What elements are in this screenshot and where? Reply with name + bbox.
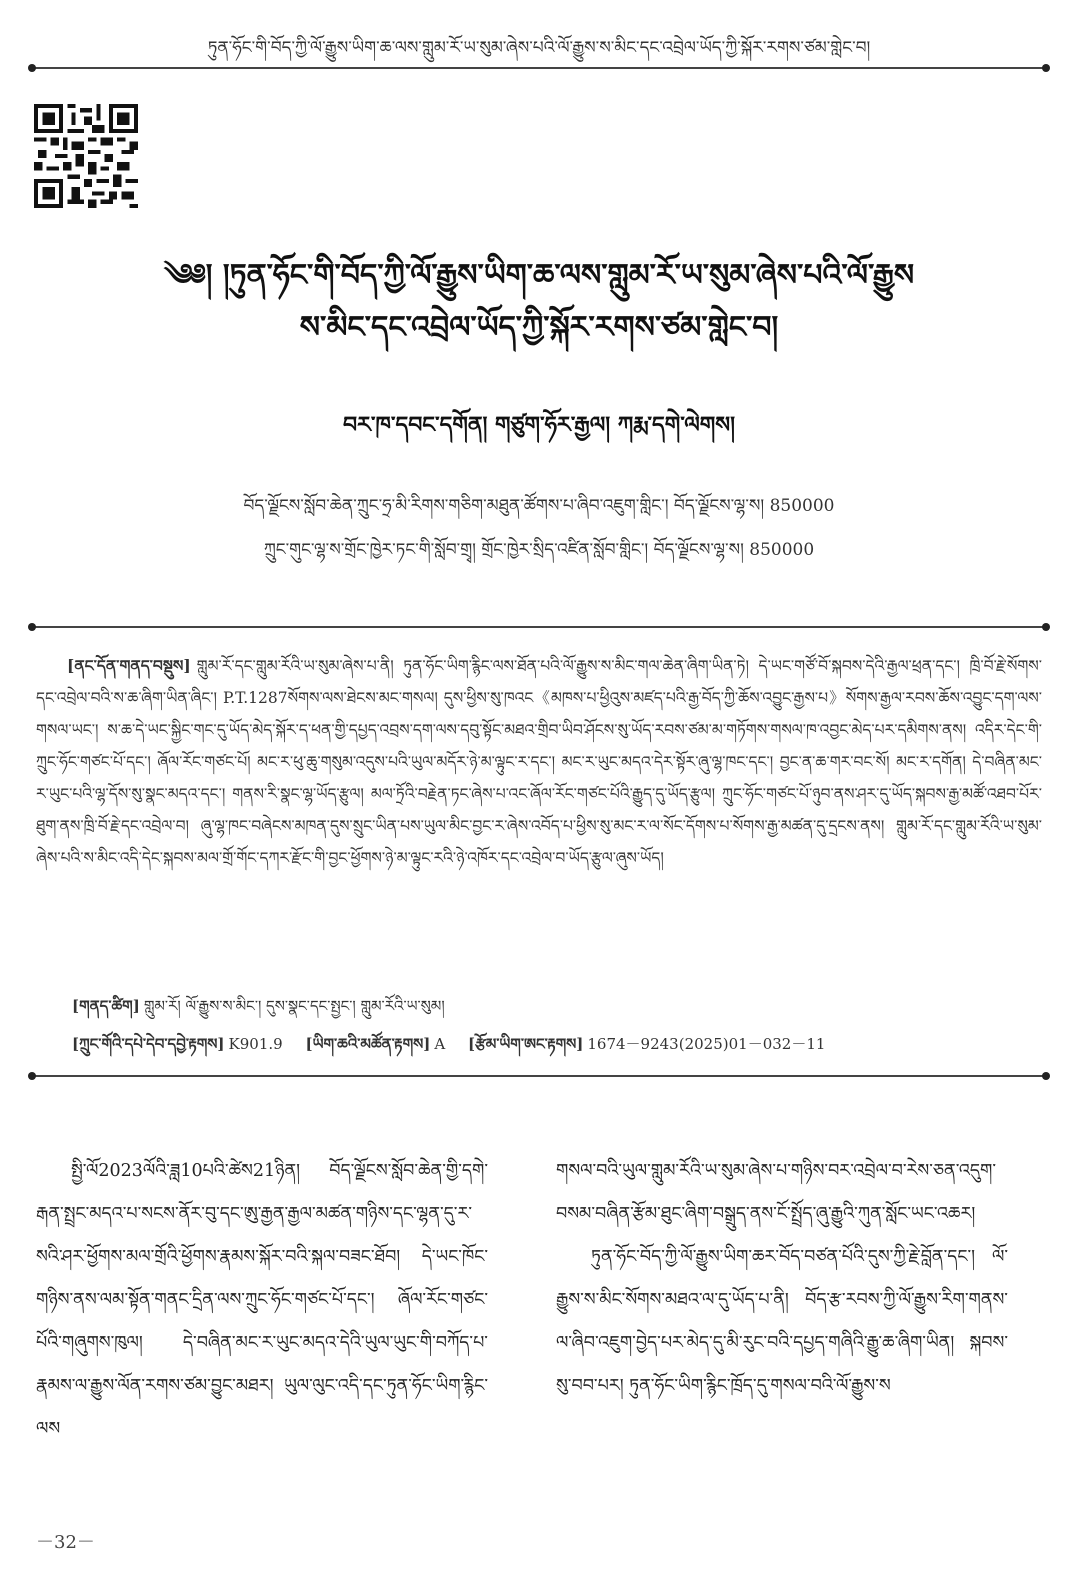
authors: བར་ཁ་དབང་དགོན། གཙུག་ཧོར་རྒྱལ། ཀརྨ་དགེ་ལེགས། <box>343 412 735 438</box>
title-line-1: ༄༅། །ཏུན་ཧོང་གི་བོད་ཀྱི་ལོ་རྒྱུས་ཡིག་ཆ་ལས་གླུམ་རོ་ཡ་སུམ་ཞེས་པའི་ལོ་རྒྱུས <box>163 258 915 293</box>
page-number: －32－ <box>36 1532 95 1553</box>
doc-code-value: A <box>434 1035 446 1053</box>
affiliation-1 <box>120 486 958 534</box>
affiliation-1-postcode: 850000 <box>769 496 835 516</box>
body-paragraph: ཏུན་ཧོང་བོད་ཀྱི་ལོ་རྒྱུས་ཡིག་ཆར་བོད་བཙན་པོའི་དུས་ཀྱི་རྗེ་བློན་དང་། ལོ་རྒྱུས་ས་མིང་སོགས་མཐའ་ལ་དུ་ཡོད་པ་ནི། བོད་རྩ་རབས་ཀྱི་ལོ་རྒྱུས་རིག་གནས་ལ་ཞིབ་འཇུག་བྱེད་པར་མེད་དུ་མི་རུང་བའི་དཔྱད་གཞིའི་རྒྱུ་ཆ་ཞིག་ཡིན། སྐབས་སུ་བབ་པར། ཏུན་ཧོང་ཡིག་རྙིང་ཁྲོད་དུ་གསལ་བའི་ལོ་རྒྱུས་ས <box>556 1247 1008 1396</box>
abstract-text: གླུམ་རོ་དང་གླུམ་རོའི་ཡ་སུམ་ཞེས་པ་ནི། ཏུན་ཧོང་ཡིག་རྙིང་ལས་ཐོན་པའི་ལོ་རྒྱུས་ས་མིང་གལ་ཆེན་ཞིག་ཡིན་ཏེ། དེ་ཡང་གཙོ་བོ་སྐབས་དེའི་རྒྱལ་ཕྲན་དང་། ཁྲི་བོ་རྗེ་སོགས་དང་འབྲེལ་བའི་ས་ཆ་ཞིག་ཡིན་ཞིང་། P.T.1287སོགས་ལས་ཐེངས་མང་གསལ། དུས་ཕྱིས་སུ་ཁའང《མཁས་པ་ཕྱིའུས་མཛད་པའི་རྒྱ་བོད་ཀྱི་ཆོས་འབྱུང་རྒྱས་པ》སོགས་རྒྱལ་རབས་ཆོས་འབྱུང་དག་ལས་གསལ་ཡང་། ས་ཆ་དེ་ཡང་སྐྱིང་གང་དུ་ཡོད་མེད་སྐོར་ད་ཕན་གྱི་དཔྱད་འབྲས་དག་ལས་དབུ་སྟོང་མཐའ་གྲིབ་ཡིབ་ཤོངས་སུ་ཡོད་རབས་ཙམ་མ་གཏོགས་གསལ་ཁ་འབྱང་མེད་པར་དམིགས་ནས། འདིར་དེང་གི་ཀྲུང་ཧོང་གཙང་པོ་དང་། ཞོལ་རོང་གཙང་པོ། མང་ར་ཕུ་ཆུ་གསུམ་འདུས་པའི་ཡུལ་མདོར་ཉེ་མ་ལྟུང་ར་དང་། མང་ར་ཡུང་མདའ་དེར་སྟོར་ཞུ་ལྷ་ཁང་དང་། བྱང་ན་ཆ་གར་བང་སོ། མང་ར་དགོན། དེ་བཞིན་མང་ར་ཡུང་པའི་ལྷ་དོས་སུ་སྣང་མདའ་དང་། གནས་རི་སྣང་ལྷ་ཡོད་རྩུལ། མལ་ཏྲོའི་བརྗེན་ཏང་ཞེས་པ་འང་ཞོལ་རོང་གཙང་པོའི་རྒྱུད་དུ་ཡོད་རྩུལ། ཀྲུང་ཧོང་གཙང་པོ་ཉུབ་ནས་ཤར་དུ་ཡོད་སྐབས་རྒྱ་མཚོ་འཐབ་པོར་ཐུག་ནས་ཁྲི་བོ་རྗེ་དང་འབྲེལ་བ། ཞུ་ལྷ་ཁང་བཞེངས་མཁན་དུས་སྲུང་ཡིན་པས་ཡུལ་མིང་བྱང་ར་ཞེས་འབོད་པ་ཕྱིས་སུ་མང་ར་ལ་སོང་དོགས་པ་སོགས་རྒྱ་མཚན་དུ་དྲངས་ནས། གླུམ་རོ་དང་གླུམ་རོའི་ཡ་སུམ་ཞེས་པའི་ས་མིང་འདི་དེང་སྐབས་མལ་གྲོ་གོང་དཀར་རྫོང་གི་བྱང་ཕྱོགས་ཉེ་མ་ལྟུང་རའི་ཉེ་འཁོར་དང་འབྲེལ་བ་ཡོད་རྩུལ་ཞུས་ཡོད། <box>36 657 1042 867</box>
body-paragraph: གསལ་བའི་ཡུལ་གླུམ་རོའི་ཡ་སུམ་ཞེས་པ་གཉིས་བར་འབྲེལ་བ་རེས་ཅན་འདུག་བསམ་བཞིན་རྩོམ་ཐུང་ཞིག་བསྒྲུད་ནས་ངོ་སྤྲོད་ཞུ་རྒྱུའི་ཀུན་སློང་ཡང་འཆར། <box>556 1161 997 1224</box>
body-column-left <box>36 1150 488 1451</box>
keywords-text: གླུམ་རོ། ལོ་རྒྱུས་ས་མིང་། དུས་སྣང་དང་སྤྱང་། གླུམ་རོའི་ཡ་སུམ། <box>143 997 445 1015</box>
doc-code-label: [ཡིག་ཆའི་མཚོན་རྟགས] <box>305 1035 431 1053</box>
body-paragraph: སྤྱི་ལོ2023ལོའི་ཟླ10པའི་ཚེས21ཉིན། བོད་ལྗོངས་སློབ་ཆེན་གྱི་དགེ་རྒན་སྤྲང་མདའ་པ་སངས་ནོར་བུ་དང་ཨུ་རྒྱན་རྒྱལ་མཚན་གཉིས་དང་ལྷན་དུ་ར་སའི་ཤར་ཕྱོགས་མལ་གྲོའི་ཕྱོགས་རྣམས་སྐོར་བའི་སྐལ་བཟང་ཐོབ། དེ་ཡང་ཁོང་གཉིས་ནས་ལམ་སྟོན་གནང་དྲིན་ལས་ཀྲུང་ཧོང་གཙང་པོ་དང་། ཞོལ་རོང་གཙང་པོའི་གཞུགས་ཁུལ། དེ་བཞིན་མང་ར་ཡུང་མདའ་དེའི་ཡུལ་ཡུང་གི་བཀོད་པ་རྣམས་ལ་རྒྱུས་ལོན་རགས་ཙམ་བྱུང་མཐར། ཡུལ་ལུང་འདི་དང་ཏུན་ཧོང་ཡིག་རྙིང་ལས <box>36 1161 488 1439</box>
classification-line <box>72 1028 1042 1070</box>
qr-code-icon <box>34 104 138 208</box>
affiliation-1-text: བོད་ལྗོངས་སློབ་ཆེན་ཀྲུང་ཧྲ་མི་རིགས་གཅིག་མཐུན་ཚོགས་པ་ཞིབ་འཇུག་གླིང་། བོད་ལྗོངས་ལྷ་ས། <box>243 496 765 516</box>
title-line-2: ས་མིང་དང་འབྲེལ་ཡོད་ཀྱི་སྐོར་རགས་ཙམ་གླེང་བ། <box>299 310 779 345</box>
body-column-right <box>556 1150 1008 1408</box>
abstract-label: [ནང་དོན་གནད་བསྡུས] <box>67 656 191 675</box>
abstract-top-rule <box>32 626 1046 628</box>
clc-label: [ཀྲུང་གོའི་དཔེ་དེབ་དབྱེ་རྟགས] <box>72 1035 225 1053</box>
clc-value: K901.9 <box>228 1035 283 1053</box>
abstract-bottom-rule <box>32 1075 1046 1077</box>
keywords-label: [གནད་ཚིག] <box>72 997 140 1015</box>
running-head: ཏུན་ཧོང་གི་བོད་ཀྱི་ལོ་རྒྱུས་ཡིག་ཆ་ལས་གླུམ་རོ་ཡ་སུམ་ཞེས་པའི་ལོ་རྒྱུས་ས་མིང་དང་འབྲེལ་ཡོད་ཀྱི་སྐོར་རགས་ཙམ་གླེང་བ། <box>207 38 871 58</box>
article-title <box>60 250 1018 354</box>
abstract <box>36 650 1042 874</box>
keywords <box>72 990 1042 1032</box>
header-rule <box>32 67 1046 69</box>
article-number-value: 1674－9243(2025)01－032－11 <box>587 1035 826 1053</box>
affiliation-2-text: ཀྲུང་གུང་ལྷ་ས་གྲོང་ཁྱེར་ཏང་གི་སློབ་གྲྭ། གྲོང་ཁྱེར་སྲིད་འཛིན་སློབ་གླིང་། བོད་ལྗོངས་ལྷ་ས། <box>263 540 744 560</box>
affiliation-2 <box>120 530 958 578</box>
article-number-label: [རྩོམ་ཡིག་ཨང་རྟགས] <box>467 1035 584 1053</box>
affiliation-2-postcode: 850000 <box>749 540 815 560</box>
